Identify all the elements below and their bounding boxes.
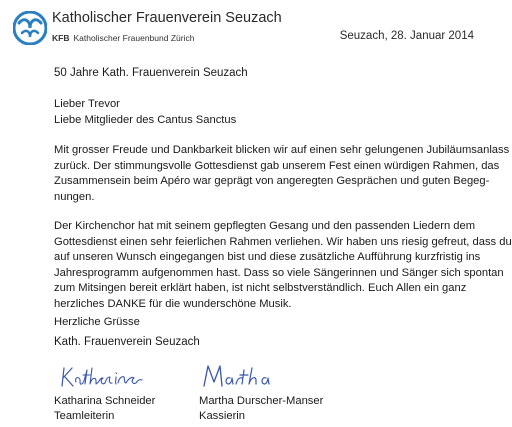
paragraph-line: herzliches DANKE für die wunderschöne Musik. <box>54 297 292 310</box>
signer-role: Kassierin <box>199 410 246 422</box>
letter-subject: 50 Jahre Kath. Frauenverein Seuzach <box>54 67 248 79</box>
salutation-line: Liebe Mitglieder des Cantus Sanctus <box>54 113 237 126</box>
paragraph-line: zum Mitsingen bereit erklärt haben, ist nicht selbstverständlich. Euch Allen ein ganz <box>54 282 467 294</box>
salutation-line: Lieber Trevor <box>54 98 120 110</box>
signer-role: Teamleiterin <box>54 410 115 422</box>
closing: Herzliche Grüsse <box>54 316 140 328</box>
signer-name: Katharina Schneider <box>54 395 156 407</box>
paragraph-line: nungen. <box>54 190 95 203</box>
letter-date: Seuzach, 28. Januar 2014 <box>339 30 474 42</box>
body-paragraph-2 <box>54 219 512 312</box>
kfb-logo <box>13 11 47 45</box>
signer-1 <box>54 394 155 424</box>
parent-organization-name: Katholischer Frauenbund Zürich <box>73 33 195 43</box>
paragraph-line: Mit grosser Freude und Dankbarkeit blicken wir auf einen sehr gelungenen Jubiläumsanlass <box>54 144 510 156</box>
organization-subtitle <box>52 33 194 43</box>
body-paragraph-1 <box>54 143 509 205</box>
organization-name: Katholischer Frauenverein Seuzach <box>52 10 282 26</box>
organization-abbreviation: KFB <box>52 33 70 43</box>
paragraph-line: Gottesdienst einen sehr feierlichen Rahmen verliehen. Wir haben uns riesig gefreut, dass du <box>54 235 512 248</box>
signer-2 <box>199 394 323 424</box>
signature-martha <box>200 362 276 390</box>
paragraph-line: Jahresprogramm aufgenommen hast. Dass so viele Sängerinnen und Sänger sich spontan <box>54 266 504 279</box>
signature-katharina <box>60 362 156 390</box>
paragraph-line: Zusammensein beim Apéro war geprägt von angeregten Gesprächen und guten Begeg- <box>54 175 490 187</box>
paragraph-line: Der Kirchenchor hat mit seinem gepflegten Gesang und den passenden Liedern dem <box>54 220 476 232</box>
sender-organization: Kath. Frauenverein Seuzach <box>54 336 200 348</box>
signer-name: Martha Durscher-Manser <box>199 395 324 407</box>
paragraph-line: auf unseren Wunsch eingegangen bist und diese zusätzliche Aufführung kurzfristig ins <box>54 251 481 263</box>
paragraph-line: zurück. Der stimmungsvolle Gottesdienst gab unserem Fest einen würdigen Rahmen, das <box>54 159 500 172</box>
salutation <box>54 97 236 128</box>
